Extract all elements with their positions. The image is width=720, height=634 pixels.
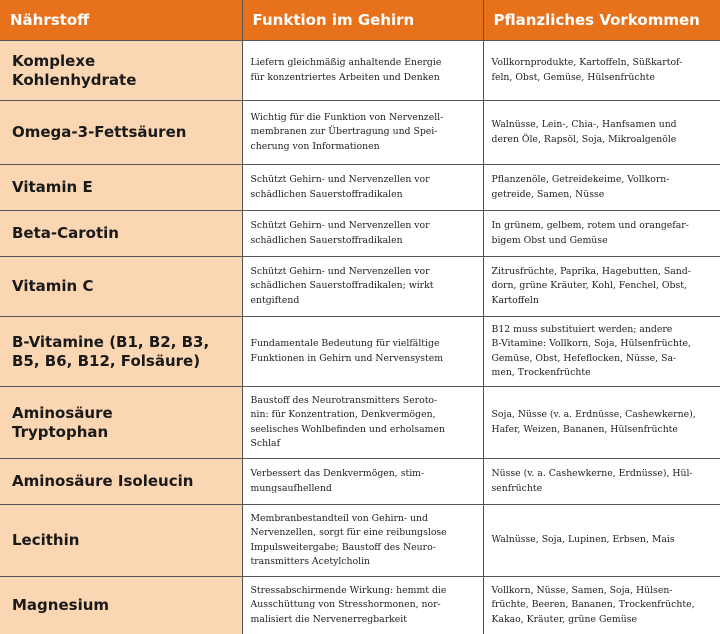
nutrient-name: Aminosäure Isoleucin <box>12 472 194 490</box>
function-cell <box>242 317 483 387</box>
nutrient-name: Vitamin E <box>12 178 93 196</box>
nutrient-cell <box>0 41 242 101</box>
sources-cell <box>483 101 720 165</box>
sources-cell <box>483 505 720 577</box>
function-text: Fundamentale Bedeutung für vielfältige Funktionen in Gehirn und Nervensystem <box>250 338 444 364</box>
table-row <box>0 101 720 165</box>
sources-text: Vollkornprodukte, Kartoffeln, Süßkartof- feln, Obst, Gemüse, Hülsenfrüchte <box>491 57 683 83</box>
function-text: Schützt Gehirn- und Nervenzellen vor schädlichen Sauerstoffradikalen; wirkt entgiftend <box>250 265 434 306</box>
sources-text: Pflanzenöle, Getreidekeime, Vollkorn- getreide, Samen, Nüsse <box>491 174 670 200</box>
table-body <box>0 41 720 634</box>
header-funktion: Funktion im Gehirn <box>242 0 483 41</box>
sources-cell <box>483 577 720 634</box>
sources-cell <box>483 387 720 459</box>
nutrient-cell <box>0 101 242 165</box>
sources-text: Soja, Nüsse (v. a. Erdnüsse, Cashewkerne), Hafer, Weizen, Bananen, Hülsenfrüchte <box>491 409 696 435</box>
sources-cell <box>483 41 720 101</box>
table-row <box>0 387 720 459</box>
table-header <box>0 0 720 41</box>
header-naehrstoff: Nährstoff <box>0 0 242 41</box>
nutrient-cell <box>0 387 242 459</box>
sources-text: B12 muss substituiert werden; andere B-Vitamine: Vollkorn, Soja, Hülsenfrüchte, Gemüse, Obst, Hefeflocken, Nüsse, Sa- men, Trockenfrüchte <box>491 323 692 378</box>
function-text: Wichtig für die Funktion von Nervenzell- membranen zur Übertragung und Spei- cherung von Informationen <box>250 111 444 152</box>
table-row <box>0 257 720 317</box>
nutrient-cell <box>0 257 242 317</box>
function-cell <box>242 101 483 165</box>
function-cell <box>242 505 483 577</box>
sources-cell <box>483 459 720 505</box>
nutrient-name: Aminosäure Tryptophan <box>12 403 113 441</box>
table-row <box>0 459 720 505</box>
nutrient-cell <box>0 505 242 577</box>
sources-cell <box>483 165 720 211</box>
nutrient-cell <box>0 317 242 387</box>
nutrient-cell <box>0 577 242 634</box>
function-cell <box>242 41 483 101</box>
function-text: Schützt Gehirn- und Nervenzellen vor schädlichen Sauerstoffradikalen <box>250 174 430 200</box>
function-text: Liefern gleichmäßig anhaltende Energie für konzentriertes Arbeiten und Denken <box>250 57 442 83</box>
nutrient-name: Lecithin <box>12 531 80 549</box>
table-row <box>0 41 720 101</box>
nutrient-name: Magnesium <box>12 595 110 614</box>
sources-text: Walnüsse, Soja, Lupinen, Erbsen, Mais <box>491 534 675 546</box>
nutrient-cell <box>0 211 242 257</box>
sources-text: Vollkorn, Nüsse, Samen, Soja, Hülsen- früchte, Beeren, Bananen, Trockenfrüchte, Kakao, Kräuter, grüne Gemüse <box>491 584 695 625</box>
nutrient-name: Omega-3-Fettsäuren <box>12 123 187 141</box>
table-row <box>0 165 720 211</box>
nutrient-name: Vitamin C <box>12 277 94 295</box>
header-vorkommen: Pflanzliches Vorkommen <box>483 0 720 41</box>
function-text: Schützt Gehirn- und Nervenzellen vor schädlichen Sauerstoffradikalen <box>250 220 430 246</box>
function-text: Stressabschirmende Wirkung: hemmt die Ausschüttung von Stresshormonen, nor- malisiert die Nervenerregbarkeit <box>250 584 447 625</box>
sources-text: In grünem, gelbem, rotem und orangefar- bigem Obst und Gemüse <box>491 220 689 246</box>
function-cell <box>242 459 483 505</box>
sources-cell <box>483 257 720 317</box>
function-cell <box>242 577 483 634</box>
sources-cell <box>483 317 720 387</box>
function-cell <box>242 257 483 317</box>
table-row <box>0 317 720 387</box>
table-row <box>0 211 720 257</box>
function-text: Baustoff des Neurotransmitters Seroto- nin: für Konzentration, Denkvermögen, seelisches Wohlbefinden und erholsamen Schlaf <box>250 394 445 449</box>
function-cell <box>242 165 483 211</box>
function-cell <box>242 387 483 459</box>
function-text: Membranbestandteil von Gehirn- und Nervenzellen, sorgt für eine reibungslose Impulsweitergabe; Baustoff des Neuro- transmitters Acetylcholin <box>250 512 447 567</box>
nutrient-name: Komplexe Kohlenhydrate <box>12 51 137 89</box>
sources-text: Nüsse (v. a. Cashewkerne, Erdnüsse), Hül- senfrüchte <box>491 468 693 494</box>
nutrient-cell <box>0 165 242 211</box>
nutrient-name: B-Vitamine (B1, B2, B3, B5, B6, B12, Folsäure) <box>12 332 210 370</box>
sources-cell <box>483 211 720 257</box>
sources-text: Walnüsse, Lein-, Chia-, Hanfsamen und deren Öle, Rapsöl, Soja, Mikroalgenöle <box>491 119 677 145</box>
function-cell <box>242 211 483 257</box>
sources-text: Zitrusfrüchte, Paprika, Hagebutten, Sand- dorn, grüne Kräuter, Kohl, Fenchel, Obst, Kartoffeln <box>491 265 691 306</box>
nutrient-name: Beta-Carotin <box>12 224 119 242</box>
function-text: Verbessert das Denkvermögen, stim- mungsaufhellend <box>250 468 425 494</box>
nutrient-cell <box>0 459 242 505</box>
table-row <box>0 505 720 577</box>
table-row <box>0 577 720 634</box>
